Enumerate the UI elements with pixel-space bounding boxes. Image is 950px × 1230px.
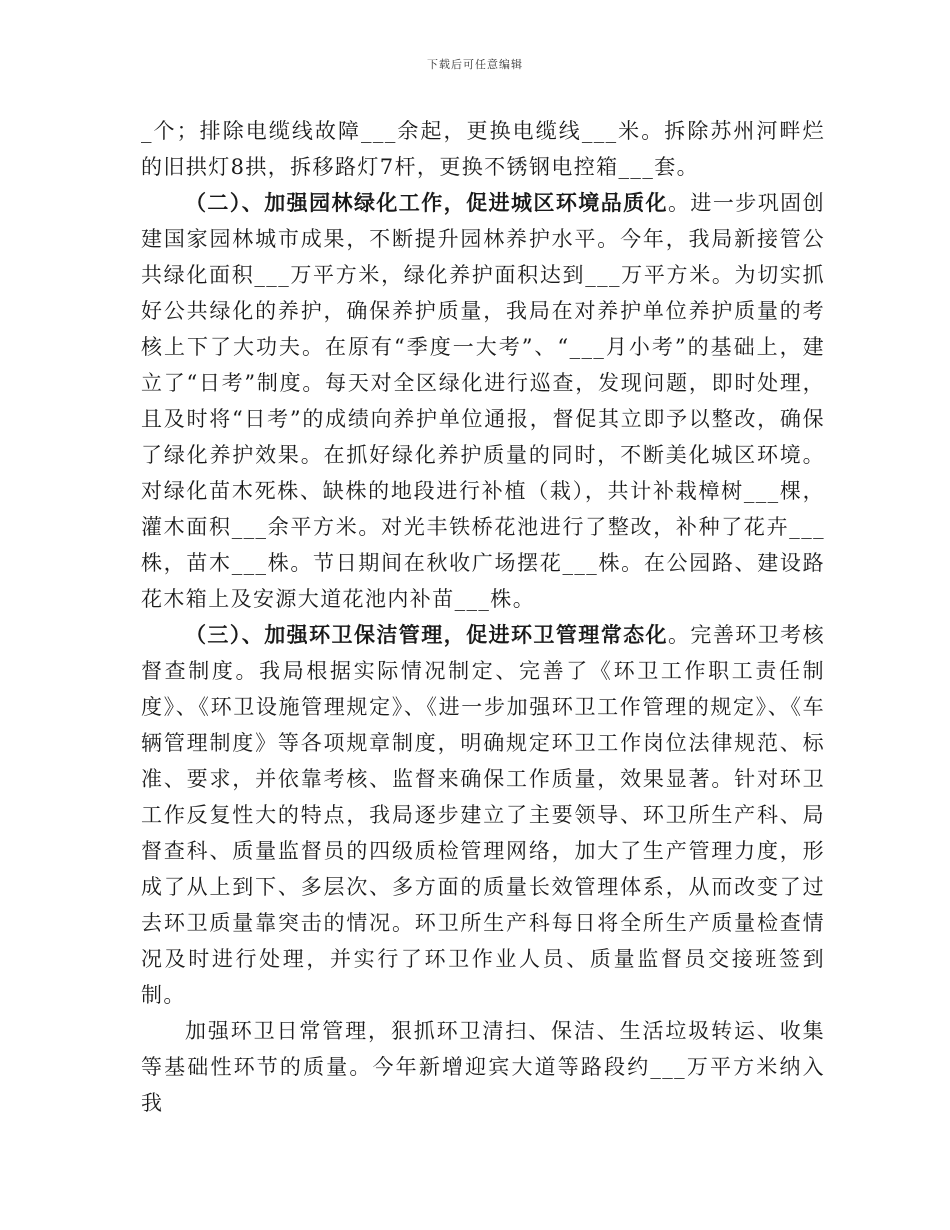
paragraph-text: 。完善环卫考核督查制度。我局根据实际情况制定、完善了《环卫工作职工责任制度》、《环卫设施管理规定》、《进一步加强环卫工作管理的规定》、《车辆管理制度》等各项规章制度，明确规定环卫工作岗位法律规范、标准、要求，并依靠考核、监督来确保工作质量，效果显著。针对环卫工作反复性大的特点，我局逐步建立了主要领导、环卫所生产科、局督查科、质量监督员的四级质检管理网络，加大了生产管理力度，形成了从上到下、多层次、多方面的质量长效管理体系，从而改变了过去环卫质量靠突击的情况。环卫所生产科每日将全所生产质量检查情况及时进行处理，并实行了环卫作业人员、质量监督员交接班签到制。 <box>141 623 825 1007</box>
paragraph-continuation <box>141 113 825 185</box>
paragraph-section-3 <box>141 617 825 1013</box>
paragraph-daily-management <box>141 1013 825 1121</box>
paragraph-text: 加强环卫日常管理，狠抓环卫清扫、保洁、生活垃圾转运、收集等基础性环节的质量。今年新增迎宾大道等路段约___万平方米纳入我 <box>141 1019 825 1115</box>
section-heading: （二）、加强园林绿化工作，促进城区环境品质化 <box>185 190 668 215</box>
paragraph-text: 。进一步巩固创建国家园林城市成果，不断提升园林养护水平。今年，我局新接管公共绿化面积___万平方米，绿化养护面积达到___万平方米。为切实抓好公共绿化的养护，确保养护质量，我局在对养护单位养护质量的考核上下了大功夫。在原有“季度一大考”、“___月小考”的基础上，建立了“日考”制度。每天对全区绿化进行巡查，发现问题，即时处理，且及时将“日考”的成绩向养护单位通报，督促其立即予以整改，确保了绿化养护效果。在抓好绿化养护质量的同时，不断美化城区环境。对绿化苗木死株、缺株的地段进行补植（栽），共计补栽樟树___棵，灌木面积___余平方米。对光丰铁桥花池进行了整改，补种了花卉___株，苗木___株。节日期间在秋收广场摆花___株。在公园路、建设路花木箱上及安源大道花池内补苗___株。 <box>141 191 825 611</box>
paragraph-text: _个；排除电缆线故障___余起，更换电缆线___米。拆除苏州河畔烂的旧拱灯8拱，拆移路灯7杆，更换不锈钢电控箱___套。 <box>141 119 825 179</box>
document-body <box>141 113 825 1121</box>
section-heading: （三）、加强环卫保洁管理，促进环卫管理常态化 <box>185 622 668 647</box>
page-header: 下载后可任意编辑 <box>427 58 523 71</box>
paragraph-section-2 <box>141 185 825 617</box>
